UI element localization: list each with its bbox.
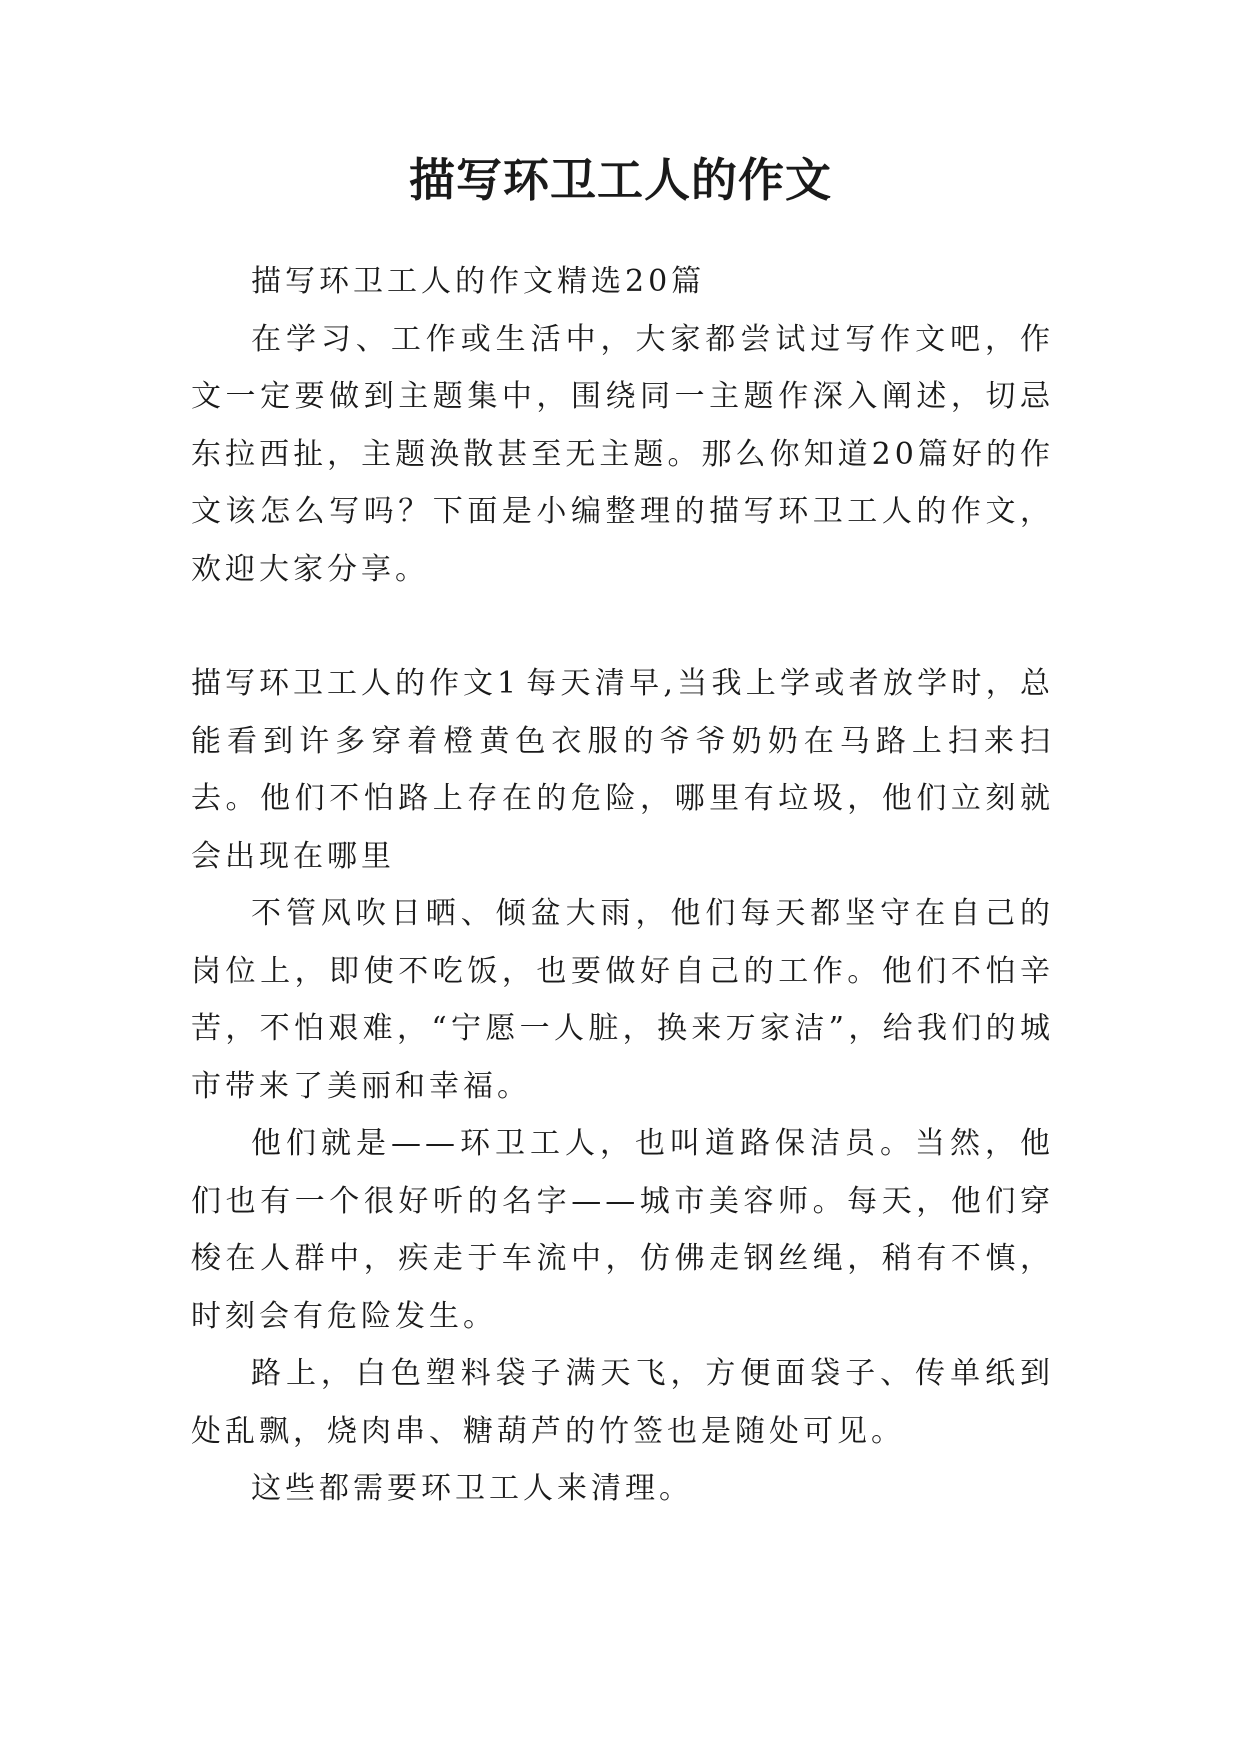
- essay1-opening: 每天清早,当我上学或者放学时，总能看到许多穿着橙黄色衣服的爷爷奶奶在马路上扫来扫去。他们不怕路上存在的危险，哪里有垃圾，他们立刻就会出现在哪里: [191, 666, 1054, 874]
- document-body: [191, 253, 1054, 1518]
- essay1-paragraph-2: 不管风吹日晒、倾盆大雨，他们每天都坚守在自己的岗位上，即使不吃饭，也要做好自己的工作。他们不怕辛苦，不怕艰难，“宁愿一人脏，换来万家洁”，给我们的城市带来了美丽和幸福。: [191, 896, 1054, 1104]
- essay1-first-paragraph: [191, 655, 1054, 885]
- essay1-paragraph-3: 他们就是——环卫工人，也叫道路保洁员。当然，他们也有一个很好听的名字——城市美容师。每天，他们穿梭在人群中，疾走于车流中，仿佛走钢丝绳，稍有不慎，时刻会有危险发生。: [191, 1126, 1054, 1334]
- subtitle-paragraph: 描写环卫工人的作文精选20篇: [251, 264, 706, 299]
- essay1-paragraph-5: 这些都需要环卫工人来清理。: [251, 1471, 693, 1506]
- section-spacer: [191, 598, 1054, 655]
- essay1-heading: 描写环卫工人的作文1: [191, 666, 521, 701]
- document-title: 描写环卫工人的作文: [409, 153, 832, 207]
- essay1-paragraph-4: 路上，白色塑料袋子满天飞，方便面袋子、传单纸到处乱飘，烧肉串、糖葫芦的竹签也是随处可见。: [191, 1356, 1054, 1449]
- intro-paragraph: 在学习、工作或生活中，大家都尝试过写作文吧，作文一定要做到主题集中，围绕同一主题作深入阐述，切忌东拉西扯，主题涣散甚至无主题。那么你知道20篇好的作文该怎么写吗？下面是小编整理的描写环卫工人的作文，欢迎大家分享。: [191, 321, 1054, 587]
